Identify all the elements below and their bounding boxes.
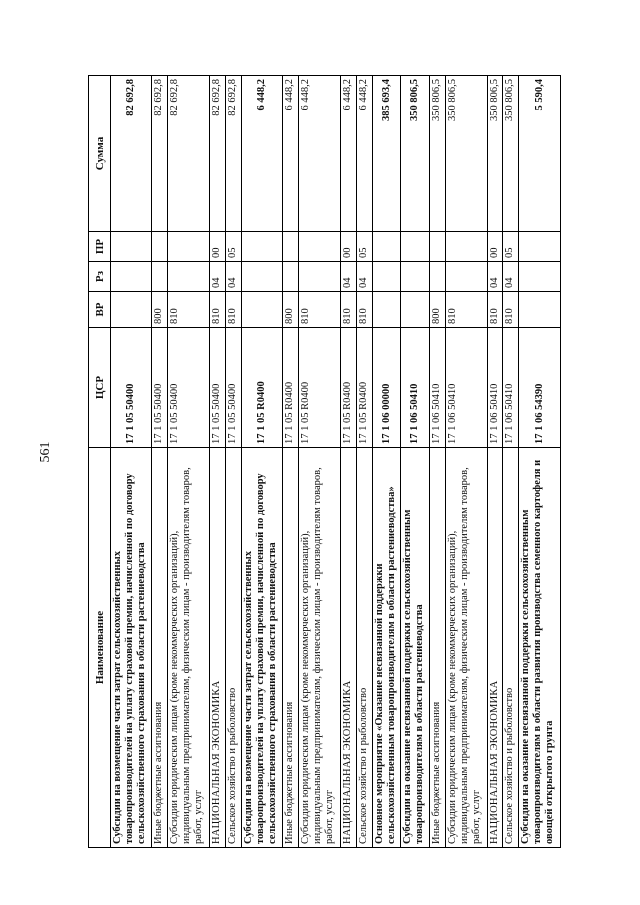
cell-csr: 17 1 06 50410: [503, 328, 519, 448]
cell-pr: [283, 232, 299, 262]
cell-sum: 6 448,2: [283, 76, 299, 232]
cell-csr: 17 1 06 50410: [430, 328, 446, 448]
cell-vr: 810: [299, 292, 340, 328]
cell-name: НАЦИОНАЛЬНАЯ ЭКОНОМИКА: [340, 448, 356, 848]
cell-rz: [299, 262, 340, 292]
cell-sum: 350 806,5: [430, 76, 446, 232]
cell-rz: 04: [503, 262, 519, 292]
cell-csr: 17 1 05 50400: [152, 328, 168, 448]
cell-name: Субсидии юридическим лицам (кроме некоммерческих организаций), индивидуальным предпринимателям, физическим лицам - производителям товаров, работ, услуг: [446, 448, 487, 848]
table-row: [430, 76, 446, 848]
cell-sum: 6 448,2: [241, 76, 282, 232]
table-row: [241, 76, 282, 848]
cell-rz: [283, 262, 299, 292]
cell-name: Субсидии на оказание несвязанной поддержки сельскохозяйственным товаропроизводителям в области растениеводства: [401, 448, 430, 848]
cell-sum: 6 448,2: [299, 76, 340, 232]
cell-rz: 04: [225, 262, 241, 292]
table-row: [299, 76, 340, 848]
cell-vr: 810: [503, 292, 519, 328]
header-vr: ВР: [89, 292, 111, 328]
table-row: [209, 76, 225, 848]
table-row: [487, 76, 503, 848]
table-row: [372, 76, 401, 848]
cell-rz: [401, 262, 430, 292]
cell-sum: 350 806,5: [487, 76, 503, 232]
header-rz: Рз: [89, 262, 111, 292]
table-row: [111, 76, 152, 848]
budget-table-container: [88, 76, 561, 848]
cell-rz: 04: [487, 262, 503, 292]
cell-rz: 04: [356, 262, 372, 292]
cell-vr: [241, 292, 282, 328]
cell-csr: 17 1 05 R0400: [299, 328, 340, 448]
cell-csr: 17 1 05 R0400: [283, 328, 299, 448]
cell-rz: [430, 262, 446, 292]
cell-csr: 17 1 05 50400: [225, 328, 241, 448]
cell-name: Сельское хозяйство и рыболовство: [356, 448, 372, 848]
cell-csr: 17 1 05 R0400: [241, 328, 282, 448]
cell-vr: 810: [168, 292, 209, 328]
cell-csr: 17 1 05 50400: [168, 328, 209, 448]
header-csr: ЦСР: [89, 328, 111, 448]
cell-vr: [519, 292, 561, 328]
cell-pr: [111, 232, 152, 262]
cell-sum: 82 692,8: [168, 76, 209, 232]
cell-pr: 05: [503, 232, 519, 262]
table-header-row: [89, 76, 111, 848]
rotated-table-frame: [88, 76, 561, 848]
cell-csr: 17 1 06 50410: [446, 328, 487, 448]
cell-pr: 05: [225, 232, 241, 262]
cell-name: Сельское хозяйство и рыболовство: [503, 448, 519, 848]
table-row: [519, 76, 561, 848]
cell-sum: 82 692,8: [152, 76, 168, 232]
cell-csr: 17 1 05 50400: [111, 328, 152, 448]
cell-rz: [168, 262, 209, 292]
cell-name: НАЦИОНАЛЬНАЯ ЭКОНОМИКА: [209, 448, 225, 848]
cell-pr: 00: [487, 232, 503, 262]
table-row: [225, 76, 241, 848]
cell-sum: 6 448,2: [356, 76, 372, 232]
cell-sum: 350 806,5: [401, 76, 430, 232]
table-row: [152, 76, 168, 848]
cell-csr: 17 1 06 54390: [519, 328, 561, 448]
header-sum: Сумма: [89, 76, 111, 232]
page-number: 561: [38, 441, 53, 463]
budget-table: [88, 75, 561, 848]
cell-sum: 82 692,8: [111, 76, 152, 232]
cell-pr: [241, 232, 282, 262]
cell-pr: [446, 232, 487, 262]
cell-rz: [372, 262, 401, 292]
cell-rz: [111, 262, 152, 292]
cell-sum: 6 448,2: [340, 76, 356, 232]
cell-pr: [401, 232, 430, 262]
cell-vr: 800: [283, 292, 299, 328]
cell-csr: 17 1 05 R0400: [356, 328, 372, 448]
table-row: [446, 76, 487, 848]
cell-vr: 810: [446, 292, 487, 328]
cell-vr: 810: [225, 292, 241, 328]
cell-rz: [446, 262, 487, 292]
cell-name: Субсидии на возмещение части затрат сельскохозяйственных товаропроизводителей на уплату страховой премии, начисленной по договору сельскохозяйственного страхования в области растениеводства: [111, 448, 152, 848]
header-name: Наименование: [89, 448, 111, 848]
cell-name: Субсидии юридическим лицам (кроме некоммерческих организаций), индивидуальным предпринимателям, физическим лицам - производителям товаров, работ, услуг: [168, 448, 209, 848]
cell-sum: 82 692,8: [209, 76, 225, 232]
cell-csr: 17 1 06 00000: [372, 328, 401, 448]
cell-pr: [430, 232, 446, 262]
cell-pr: 00: [340, 232, 356, 262]
cell-vr: 800: [152, 292, 168, 328]
table-body: [111, 76, 561, 848]
cell-sum: 350 806,5: [446, 76, 487, 232]
cell-name: Иные бюджетные ассигнования: [430, 448, 446, 848]
cell-pr: [168, 232, 209, 262]
cell-name: Субсидии на возмещение части затрат сельскохозяйственных товаропроизводителей на уплату страховой премии, начисленной по договору сельскохозяйственного страхования в области растениеводства: [241, 448, 282, 848]
table-row: [503, 76, 519, 848]
cell-pr: [372, 232, 401, 262]
cell-rz: 04: [340, 262, 356, 292]
cell-pr: [519, 232, 561, 262]
cell-pr: 00: [209, 232, 225, 262]
table-row: [283, 76, 299, 848]
cell-rz: [241, 262, 282, 292]
cell-pr: [299, 232, 340, 262]
table-row: [340, 76, 356, 848]
table-row: [168, 76, 209, 848]
cell-sum: 5 590,4: [519, 76, 561, 232]
cell-pr: [152, 232, 168, 262]
cell-csr: 17 1 06 50410: [487, 328, 503, 448]
cell-sum: 82 692,8: [225, 76, 241, 232]
header-pr: ПР: [89, 232, 111, 262]
cell-vr: 810: [356, 292, 372, 328]
cell-rz: [152, 262, 168, 292]
cell-name: Субсидии на оказание несвязанной поддержки сельскохозяйственным товаропроизводителям в области развития производства семенного картофеля и овощей открытого грунта: [519, 448, 561, 848]
cell-csr: 17 1 05 50400: [209, 328, 225, 448]
cell-pr: 05: [356, 232, 372, 262]
cell-name: Сельское хозяйство и рыболовство: [225, 448, 241, 848]
cell-name: НАЦИОНАЛЬНАЯ ЭКОНОМИКА: [487, 448, 503, 848]
table-row: [356, 76, 372, 848]
cell-vr: 800: [430, 292, 446, 328]
cell-vr: 810: [209, 292, 225, 328]
cell-name: Субсидии юридическим лицам (кроме некоммерческих организаций), индивидуальным предпринимателям, физическим лицам - производителям товаров, работ, услуг: [299, 448, 340, 848]
cell-rz: [519, 262, 561, 292]
cell-name: Основное мероприятие «Оказание несвязанной поддержки сельскохозяйственным товаропроизводителям в области растениеводства»: [372, 448, 401, 848]
cell-csr: 17 1 06 50410: [401, 328, 430, 448]
cell-csr: 17 1 05 R0400: [340, 328, 356, 448]
cell-vr: [372, 292, 401, 328]
table-row: [401, 76, 430, 848]
cell-rz: 04: [209, 262, 225, 292]
cell-name: Иные бюджетные ассигнования: [152, 448, 168, 848]
cell-name: Иные бюджетные ассигнования: [283, 448, 299, 848]
cell-sum: 350 806,5: [503, 76, 519, 232]
cell-sum: 385 693,4: [372, 76, 401, 232]
cell-vr: [401, 292, 430, 328]
cell-vr: [111, 292, 152, 328]
cell-vr: 810: [340, 292, 356, 328]
cell-vr: 810: [487, 292, 503, 328]
